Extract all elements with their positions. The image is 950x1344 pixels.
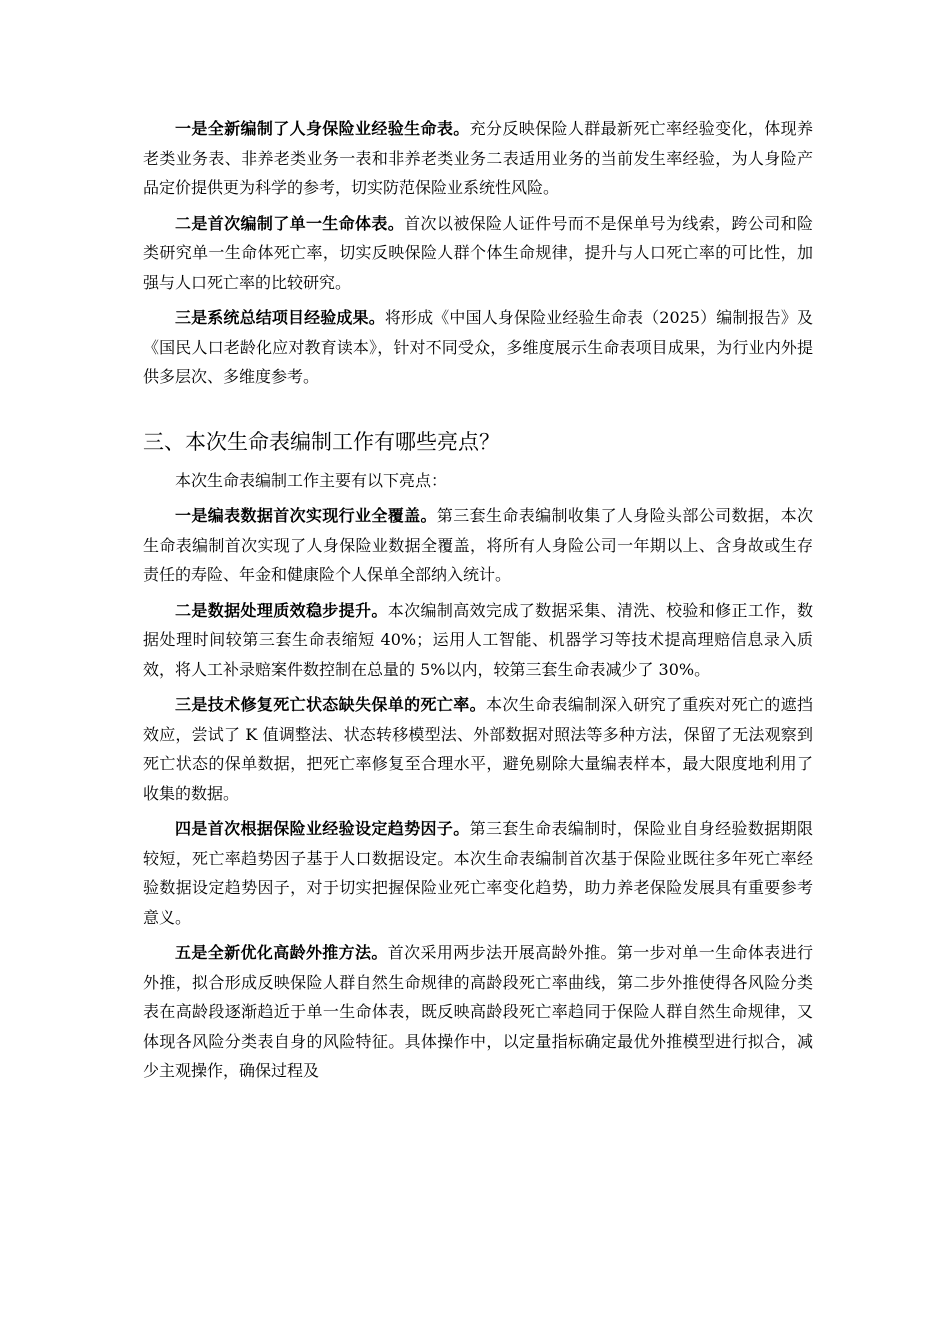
paragraph-text: 第三套生命表编制收集了人身险头部公司数据，本次生命表编制首次实现了人身保险业数据全覆盖，将所有人身险公司一年期以上、含身故或生存责任的寿险、年金和健康险个人保单全部纳入统计。	[143, 506, 813, 584]
highlight-item-2	[143, 596, 813, 685]
section-highlights	[143, 426, 813, 1086]
paragraph-text: 将形成《中国人身保险业经验生命表（2025）编制报告》及《国民人口老龄化应对教育读本》，针对不同受众，多维度展示生命表项目成果，为行业内外提供多层次、多维度参考。	[143, 308, 813, 386]
paragraph-text: 充分反映保险人群最新死亡率经验变化，体现养老类业务表、非养老类业务一表和非养老类业务二表适用业务的当前发生率经验，为人身险产品定价提供更为科学的参考，切实防范保险业系统性风险。	[143, 119, 813, 197]
paragraph-lead: 五是全新优化高龄外推方法。	[175, 943, 388, 962]
paragraph-text: 首次采用两步法开展高龄外推。第一步对单一生命体表进行外推，拟合形成反映保险人群自然生命规律的高龄段死亡率曲线，第二步外推使得各风险分类表在高龄段逐渐趋近于单一生命体表，既反映高龄段死亡率趋同于保险人群自然生命规律，又体现各风险分类表自身的风险特征。具体操作中，以定量指标确定最优外推模型进行拟合，减少主观操作，确保过程及	[143, 943, 813, 1080]
paragraph-lead: 三是技术修复死亡状态缺失保单的死亡率。	[175, 695, 486, 714]
highlight-item-4	[143, 814, 813, 932]
paragraph-lead: 四是首次根据保险业经验设定趋势因子。	[175, 819, 470, 838]
paragraph-text: 第三套生命表编制时，保险业自身经验数据期限较短，死亡率趋势因子基于人口数据设定。本次生命表编制首次基于保险业既往多年死亡率经验数据设定趋势因子，对于切实把握保险业死亡率变化趋势，助力养老保险发展具有重要参考意义。	[143, 819, 813, 927]
section-previous-items	[143, 114, 813, 392]
paragraph-lead: 三是系统总结项目经验成果。	[175, 308, 385, 327]
paragraph-lead: 二是数据处理质效稳步提升。	[175, 600, 388, 620]
section-intro: 本次生命表编制工作主要有以下亮点：	[175, 470, 448, 490]
highlight-item-1	[143, 501, 813, 590]
paragraph-item-2	[143, 209, 813, 298]
paragraph-lead: 二是首次编制了单一生命体表。	[175, 213, 405, 233]
paragraph-text: 本次生命表编制深入研究了重疾对死亡的遮挡效应，尝试了 K 值调整法、状态转移模型法、外部数据对照法等多种方法，保留了无法观察到死亡状态的保单数据，把死亡率修复至合理水平，避免剔除大量编表样本，最大限度地利用了收集的数据。	[143, 695, 813, 803]
section-heading: 三、本次生命表编制工作有哪些亮点？	[143, 429, 500, 454]
highlight-item-3	[143, 690, 813, 808]
paragraph-item-3	[143, 303, 813, 392]
paragraph-item-1	[143, 114, 813, 203]
paragraph-text: 本次编制高效完成了数据采集、清洗、校验和修正工作，数据处理时间较第三套生命表缩短 40%；运用人工智能、机器学习等技术提高理赔信息录入质效，将人工补录赔案件数控制在总量的 5%以内，较第三套生命表减少了 30%。	[143, 600, 813, 679]
highlight-item-5	[143, 938, 813, 1086]
paragraph-lead: 一是全新编制了人身保险业经验生命表。	[175, 119, 470, 138]
document-page	[143, 114, 813, 1092]
paragraph-lead: 一是编表数据首次实现行业全覆盖。	[175, 506, 437, 525]
paragraph-text: 首次以被保险人证件号而不是保单号为线索，跨公司和险类研究单一生命体死亡率，切实反映保险人群个体生命规律，提升与人口死亡率的可比性，加强与人口死亡率的比较研究。	[143, 213, 813, 292]
